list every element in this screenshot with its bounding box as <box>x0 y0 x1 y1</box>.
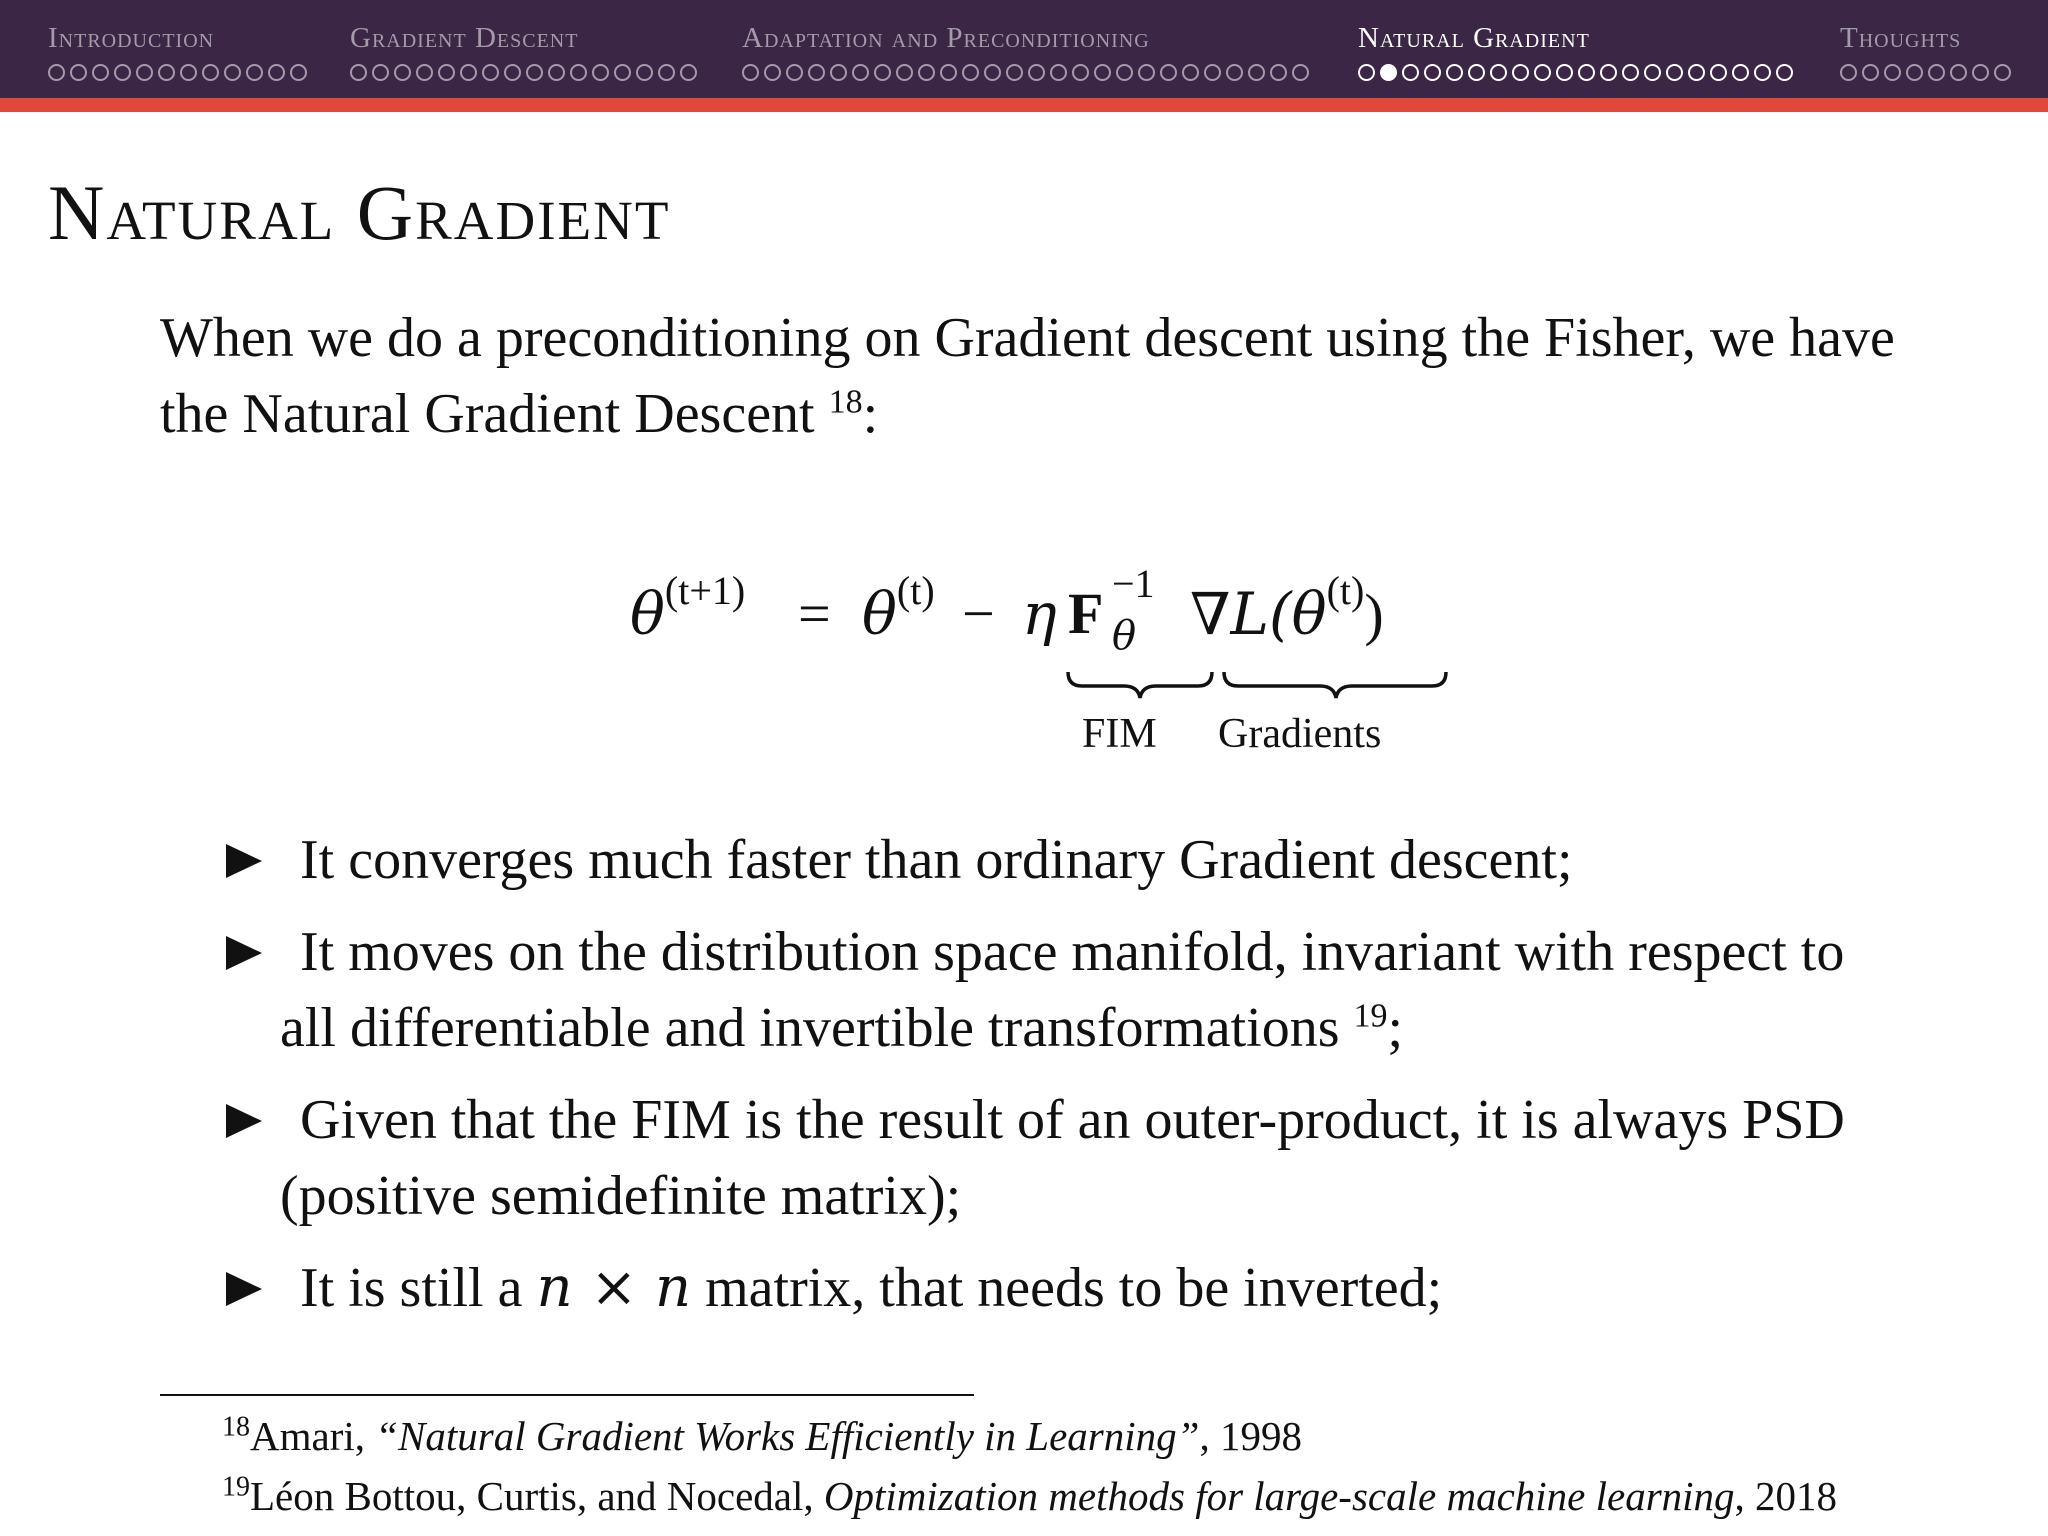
nav-dot[interactable] <box>1358 64 1375 81</box>
bullet-text-before: It is still a <box>300 1257 523 1319</box>
nav-dots <box>350 64 697 81</box>
brace-label-fim: FIM <box>1082 711 1157 757</box>
bullet-continuation <box>280 990 1920 1066</box>
nav-dot-current[interactable] <box>1380 64 1397 81</box>
nav-dot[interactable] <box>1270 64 1287 81</box>
footnote-author: Amari, <box>250 1413 365 1459</box>
nav-dot[interactable] <box>830 64 847 81</box>
nav-dot[interactable] <box>636 64 653 81</box>
eq-equals: = <box>798 581 831 646</box>
nav-dot[interactable] <box>70 64 87 81</box>
nav-dot[interactable] <box>504 64 521 81</box>
nav-dot[interactable] <box>1994 64 2011 81</box>
nav-dot[interactable] <box>852 64 869 81</box>
nav-dot[interactable] <box>1468 64 1485 81</box>
nav-dot[interactable] <box>1182 64 1199 81</box>
nav-dot[interactable] <box>482 64 499 81</box>
nav-dot[interactable] <box>246 64 263 81</box>
eq-lhs-sup: (t+1) <box>664 568 746 613</box>
nav-dot[interactable] <box>180 64 197 81</box>
nav-dots <box>1358 64 1793 81</box>
nav-dot[interactable] <box>1534 64 1551 81</box>
footnote-ref-19[interactable]: 19 <box>1353 997 1388 1035</box>
footnote-divider <box>160 1394 974 1396</box>
bullet-math-n-by-n: n × n <box>536 1255 692 1320</box>
bullet-text: It converges much faster than ordinary Gradient descent; <box>300 829 1573 891</box>
underbrace-gradients <box>1224 672 1446 698</box>
bullet-text-after: matrix, that needs to be inverted; <box>705 1257 1443 1319</box>
intro-paragraph <box>160 300 1920 452</box>
nav-dot[interactable] <box>290 64 307 81</box>
nav-dot[interactable] <box>570 64 587 81</box>
triangle-bullet-icon <box>226 1104 262 1138</box>
nav-dot[interactable] <box>1424 64 1441 81</box>
eq-fisher-F: F <box>1068 581 1104 646</box>
nav-dot[interactable] <box>1028 64 1045 81</box>
bullet-tail: ; <box>1387 997 1404 1059</box>
nav-dot[interactable] <box>1884 64 1901 81</box>
eq-nabla-L: ∇L(θ <box>1190 580 1327 648</box>
nav-dot[interactable] <box>1840 64 1857 81</box>
nav-dot[interactable] <box>940 64 957 81</box>
nav-dot[interactable] <box>874 64 891 81</box>
nav-dot[interactable] <box>1050 64 1067 81</box>
underbrace-fim <box>1068 672 1212 698</box>
eq-theta-sup: (t) <box>896 568 935 613</box>
nav-dot[interactable] <box>202 64 219 81</box>
nav-dot[interactable] <box>1710 64 1727 81</box>
triangle-bullet-icon <box>226 844 262 878</box>
nav-dot[interactable] <box>548 64 565 81</box>
eq-fisher-sup: −1 <box>1112 561 1155 606</box>
nav-dot[interactable] <box>136 64 153 81</box>
nav-dot[interactable] <box>1666 64 1683 81</box>
nav-dot[interactable] <box>1006 64 1023 81</box>
list-item <box>220 1250 1920 1326</box>
nav-dot[interactable] <box>1950 64 1967 81</box>
nav-dot[interactable] <box>114 64 131 81</box>
footnote-19 <box>222 1472 1837 1520</box>
intro-colon: : <box>862 383 879 445</box>
eq-fisher-sub-theta: θ <box>1112 613 1137 659</box>
nav-dot[interactable] <box>1446 64 1463 81</box>
nav-dot[interactable] <box>1512 64 1529 81</box>
nav-dot[interactable] <box>1204 64 1221 81</box>
footnote-title: “Natural Gradient Works Efficiently in Learning” <box>375 1413 1200 1459</box>
footnote-18 <box>222 1412 1302 1460</box>
eq-theta-lhs: θ <box>630 580 665 648</box>
nav-dot[interactable] <box>962 64 979 81</box>
nav-dot[interactable] <box>224 64 241 81</box>
footnote-number: 18 <box>222 1411 250 1443</box>
footnote-ref-18[interactable]: 18 <box>828 383 863 421</box>
slide-title: Natural Gradient <box>48 169 671 256</box>
nav-dot[interactable] <box>1094 64 1111 81</box>
nav-dot[interactable] <box>1622 64 1639 81</box>
nav-dot[interactable] <box>918 64 935 81</box>
nav-dot[interactable] <box>416 64 433 81</box>
eq-nabla-sup: (t) <box>1326 568 1365 613</box>
bullet-text: Given that the FIM is the result of an outer-product, it is always PSD <box>300 1089 1845 1151</box>
eq-eta-symbol: η <box>1022 580 1057 648</box>
intro-text: When we do a preconditioning on Gradient descent using the Fisher, we have the Natural Gradient Descent <box>160 307 1895 445</box>
nav-dot[interactable] <box>438 64 455 81</box>
footnote-title: Optimization methods for large-scale machine learning <box>823 1473 1735 1519</box>
nav-dot[interactable] <box>1072 64 1089 81</box>
bullet-continuation: (positive semidefinite matrix); <box>280 1165 962 1227</box>
brace-label-gradients: Gradients <box>1218 711 1382 757</box>
nav-dot[interactable] <box>1688 64 1705 81</box>
nav-dot[interactable] <box>460 64 477 81</box>
triangle-bullet-icon <box>226 936 262 970</box>
nav-dot[interactable] <box>48 64 65 81</box>
list-item <box>220 822 1920 898</box>
eq-close-paren: ) <box>1364 582 1384 647</box>
bullet-cont-text: all differentiable and invertible transformations <box>280 997 1340 1059</box>
eq-theta: θ <box>862 580 897 648</box>
nav-dot[interactable] <box>1928 64 1945 81</box>
nav-dot[interactable] <box>350 64 367 81</box>
nav-dot[interactable] <box>268 64 285 81</box>
nav-dot[interactable] <box>984 64 1001 81</box>
nav-dot[interactable] <box>614 64 631 81</box>
nav-section-title[interactable]: Natural Gradient <box>1358 22 1590 54</box>
nav-dot[interactable] <box>658 64 675 81</box>
nav-dot[interactable] <box>764 64 781 81</box>
navbar-accent-line <box>0 98 2048 112</box>
nav-dot[interactable] <box>526 64 543 81</box>
nav-dot[interactable] <box>1248 64 1265 81</box>
nav-dot[interactable] <box>1776 64 1793 81</box>
nav-dot[interactable] <box>1732 64 1749 81</box>
nav-dot[interactable] <box>1578 64 1595 81</box>
footnote-year: , 1998 <box>1199 1413 1302 1459</box>
nav-dot[interactable] <box>1402 64 1419 81</box>
bullet-list <box>220 822 1920 1342</box>
nav-dot[interactable] <box>372 64 389 81</box>
nav-dot[interactable] <box>786 64 803 81</box>
nav-dot[interactable] <box>1490 64 1507 81</box>
nav-dot[interactable] <box>158 64 175 81</box>
natural-gradient-equation <box>630 561 1530 770</box>
nav-dot[interactable] <box>1556 64 1573 81</box>
nav-dot[interactable] <box>394 64 411 81</box>
nav-dot[interactable] <box>1292 64 1309 81</box>
nav-dot[interactable] <box>896 64 913 81</box>
nav-dot[interactable] <box>1862 64 1879 81</box>
bullet-text <box>300 1257 1442 1319</box>
nav-dot[interactable] <box>1600 64 1617 81</box>
eq-minus: − <box>962 581 995 646</box>
nav-dot[interactable] <box>1906 64 1923 81</box>
nav-dot[interactable] <box>680 64 697 81</box>
nav-dots <box>1840 64 2011 81</box>
nav-section-title[interactable]: Gradient Descent <box>350 22 579 54</box>
section-navigation-bar <box>0 0 2048 98</box>
nav-section-title[interactable]: Introduction <box>48 22 215 54</box>
triangle-bullet-icon <box>226 1272 262 1306</box>
footnote-author: Léon Bottou, Curtis, and Nocedal, <box>250 1473 814 1519</box>
nav-dot[interactable] <box>1644 64 1661 81</box>
nav-dot[interactable] <box>742 64 759 81</box>
footnote-number: 19 <box>222 1471 250 1503</box>
nav-dots <box>742 64 1309 81</box>
nav-dot[interactable] <box>1226 64 1243 81</box>
nav-dot[interactable] <box>592 64 609 81</box>
bullet-text: It moves on the distribution space manifold, invariant with respect to <box>300 921 1845 983</box>
eq-underbraces <box>630 580 1530 770</box>
nav-section-title[interactable]: Adaptation and Preconditioning <box>742 22 1150 54</box>
nav-section-title[interactable]: Thoughts <box>1840 22 1962 54</box>
list-item <box>220 1082 1920 1234</box>
nav-dot[interactable] <box>1160 64 1177 81</box>
nav-dot[interactable] <box>808 64 825 81</box>
nav-dot[interactable] <box>1754 64 1771 81</box>
nav-dot[interactable] <box>1116 64 1133 81</box>
footnote-year: , 2018 <box>1734 1473 1838 1519</box>
list-item <box>220 914 1920 1066</box>
nav-dot[interactable] <box>92 64 109 81</box>
nav-dots <box>48 64 307 81</box>
nav-dot[interactable] <box>1972 64 1989 81</box>
nav-dot[interactable] <box>1138 64 1155 81</box>
